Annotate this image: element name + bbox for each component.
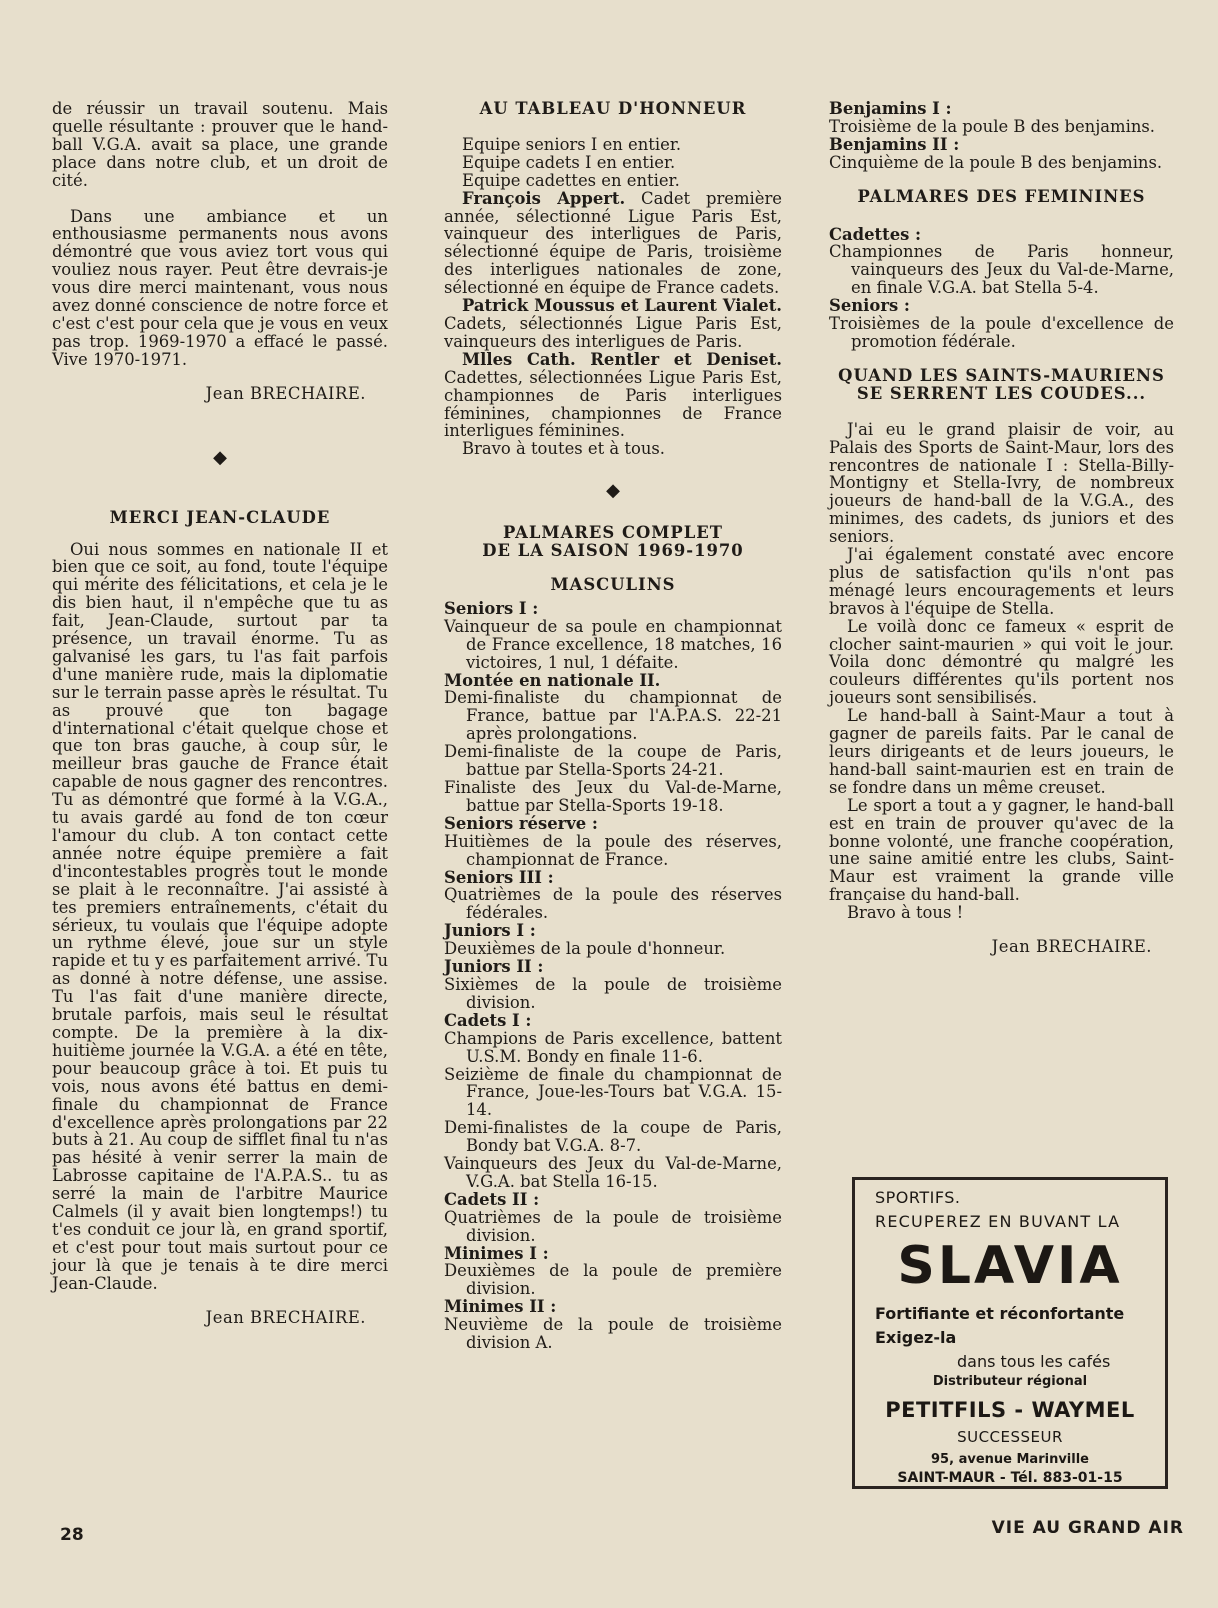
article-title-merci: MERCI JEAN-CLAUDE bbox=[109, 507, 331, 527]
magazine-name: VIE AU GRAND AIR bbox=[991, 1518, 1184, 1538]
signature: Jean BRECHAIRE. bbox=[205, 1307, 366, 1327]
ad-distributor-label: Distributeur régional bbox=[932, 1374, 1088, 1389]
column-right bbox=[829, 100, 1174, 956]
ad-tagline: Fortifiante et réconfortante bbox=[875, 1304, 1125, 1323]
signature: Jean BRECHAIRE. bbox=[205, 383, 366, 403]
section-title-feminines: PALMARES DES FEMININES bbox=[857, 186, 1146, 206]
team-result: Demi-finaliste du championnat de France, battue par l'A.P.A.S. 22-21 après prolongations. bbox=[444, 688, 782, 744]
player-detail: Cadettes, sélectionnées Ligue Paris Est, championnes de Paris interligues féminines, championnes de France interligues féminines. bbox=[444, 367, 782, 441]
article-title-quand: QUAND LES SAINTS-MAURIENS bbox=[838, 365, 1165, 385]
article-paragraph: Le hand-ball à Saint-Maur a tout à gagner de pareils faits. Par le canal de leurs dirigeants et de leurs joueurs, le hand-ball saint-maurien est en train de se fondre dans un même creuset. bbox=[829, 706, 1174, 797]
team-result: Vainqueur de sa poule en championnat de France excellence, 18 matches, 16 victoires, 1 nul, 1 défaite. bbox=[444, 616, 782, 672]
team-result: Championnes de Paris honneur, vainqueurs des Jeux du Val-de-Marne, en finale V.G.A. bat Stella 5-4. bbox=[829, 242, 1174, 298]
article-paragraph: J'ai également constaté avec encore plus de satisfaction qu'ils n'ont pas ménagé leurs encouragements et leurs bravos à l'équipe de Stella. bbox=[829, 545, 1174, 618]
player-detail: Cadet première année, sélectionné Ligue Paris Est, vainqueur des interligues de Paris, sélectionné équipe de Paris, troisième des interligues nationales de zone, sélectionné en équipe de France cadets. bbox=[444, 188, 783, 298]
team-result: Deuxièmes de la poule d'honneur. bbox=[444, 939, 726, 959]
player-name: Patrick Moussus et Laurent Vialet. bbox=[462, 296, 782, 316]
team-label: Cadets II : bbox=[444, 1189, 540, 1209]
team-result: Sixièmes de la poule de troisième division. bbox=[444, 974, 782, 1012]
team-label: Seniors I : bbox=[444, 598, 539, 618]
article-subtitle-quand: SE SERRENT LES COUDES... bbox=[856, 383, 1147, 403]
honneur-appert bbox=[444, 190, 782, 297]
team-label: Seniors : bbox=[829, 296, 910, 316]
team-result: Seizième de finale du championnat de France, Joue-les-Tours bat V.G.A. 15-14. bbox=[444, 1064, 782, 1120]
section-title-palmares: PALMARES COMPLET bbox=[503, 523, 723, 543]
honneur-line: Equipe cadettes en entier. bbox=[462, 170, 680, 190]
article-body-merci: Oui nous sommes en nationale II et bien que ce soit, au fond, toute l'équipe qui mérite des félicitations, et cela je le dis bien haut, il n'empêche que tu as fait, Jean-Claude, surtout par ta présence, un travail énorme. Tu as galvanisé les gars, tu l'as fait parfois d'une manière rude, mais la diplomatie sur le terrain passe après le résultat. Tu as prouvé que ton bagage d'international c'était quelque chose et que ton bras gauche, à coup sûr, le meilleur bras gauche de France était capable de nous gagner des rencontres. Tu as démontré que formé à la V.G.A., tu avais gardé au fond de ton cœur l'amour du club. A ton contact cette année notre équipe première a fait d'incontestables progrès tout le monde se plait à le reconnaître. J'ai assisté à tes premiers entraînements, c'était du sérieux, tu voulais que l'équipe adopte un rythme élevé, joue sur un style rapide et tu y es parfaitement arrivé. Tu as donné à notre défense, une assise. Tu l'as fait d'une manière directe, brutale parfois, mais seul le résultat compte. De la première à la dix-huitième journée la V.G.A. a été en tête, pour beaucoup grâce à toi. Et puis tu vois, nous avons été battus en demi-finale du championnat de France d'excellence après prolongations par 22 buts à 21. Au coup de sifflet final tu n'as pas hésité à venir serrer la main de Labrosse capitaine de l'A.P.A.S.. tu as serré la main de l'arbitre Maurice Calmels (il y avait bien longtemps!) tu t'es conduit ce jour là, en grand sportif, et c'est pour tout mais surtout pour ce jour là que je tenais à te dire merci Jean-Claude. bbox=[52, 539, 388, 1293]
section-subtitle-palmares: DE LA SAISON 1969-1970 bbox=[482, 541, 744, 561]
team-result: Troisièmes de la poule d'excellence de promotion fédérale. bbox=[829, 314, 1174, 351]
team-label: Benjamins I : bbox=[829, 99, 952, 118]
team-result: Cinquième de la poule B des benjamins. bbox=[829, 152, 1163, 172]
team-result: Quatrièmes de la poule des réserves fédérales. bbox=[444, 885, 782, 923]
article-paragraph: Bravo à tous ! bbox=[847, 903, 964, 923]
ad-tagline: dans tous les cafés bbox=[957, 1352, 1111, 1371]
team-result: Demi-finaliste de la coupe de Paris, battue par Stella-Sports 24-21. bbox=[444, 742, 782, 780]
bravo-line: Bravo à toutes et à tous. bbox=[462, 439, 666, 459]
team-label: Minimes II : bbox=[444, 1297, 557, 1317]
team-label: Juniors II : bbox=[444, 957, 544, 977]
column-middle bbox=[444, 100, 782, 1352]
column-left bbox=[52, 100, 388, 1326]
intro-paragraph-2: Dans une ambiance et un enthousiasme permanents nous avons démontré que vous aviez tort vous qui vouliez nous rayer. Peut être devrais-je vous dire merci maintenant, vous nous avez donné conscience de notre force et c'est c'est pour cela que je vous en veux pas trop. 1969-1970 a effacé le passé. Vive 1970-1971. bbox=[52, 206, 388, 369]
honneur-moussus bbox=[444, 297, 782, 351]
team-label: Minimes I : bbox=[444, 1243, 549, 1263]
team-label: Seniors III : bbox=[444, 867, 554, 887]
team-result: Huitièmes de la poule des réserves, championnat de France. bbox=[444, 831, 782, 869]
player-detail: Cadets, sélectionnés Ligue Paris Est, vainqueurs des interligues de Paris. bbox=[444, 313, 782, 351]
ad-headline: RECUPEREZ EN BUVANT LA bbox=[875, 1212, 1121, 1231]
ad-brand: SLAVIA bbox=[897, 1236, 1123, 1296]
team-result: Vainqueurs des Jeux du Val-de-Marne, V.G.A. bat Stella 16-15. bbox=[444, 1154, 782, 1191]
team-label: Cadettes : bbox=[829, 224, 922, 244]
team-label: Seniors réserve : bbox=[444, 813, 598, 833]
separator-diamond: ◆ bbox=[213, 446, 227, 468]
team-result: Deuxièmes de la poule de première division. bbox=[444, 1261, 782, 1299]
team-result: Champions de Paris excellence, battent U.S.M. Bondy en finale 11-6. bbox=[444, 1028, 782, 1066]
ad-headline: SPORTIFS. bbox=[875, 1188, 961, 1207]
player-name: François Appert. bbox=[462, 188, 626, 208]
article-paragraph: Le sport a tout a y gagner, le hand-ball est en train de prouver qu'avec de la bonne volonté, une franche coopération, une saine amitié entre les clubs, Saint-Maur est vraiment la grande ville française du hand-ball. bbox=[829, 795, 1174, 905]
team-result: Neuvième de la poule de troisième division A. bbox=[444, 1315, 782, 1353]
team-result: Demi-finalistes de la coupe de Paris, Bondy bat V.G.A. 8-7. bbox=[444, 1118, 782, 1156]
ad-city-phone: SAINT-MAUR - Tél. 883-01-15 bbox=[897, 1470, 1123, 1486]
page-number: 28 bbox=[60, 1525, 84, 1545]
intro-paragraph: de réussir un travail soutenu. Mais quelle résultante : prouver que le hand-ball V.G.A. avait sa place, une grande place dans notre club, et un droit de cité. bbox=[52, 99, 388, 190]
team-result: Troisième de la poule B des benjamins. bbox=[829, 116, 1156, 136]
ad-tagline: Exigez-la bbox=[875, 1328, 957, 1347]
article-paragraph: J'ai eu le grand plaisir de voir, au Palais des Sports de Saint-Maur, lors des rencontres de nationale I : Stella-Billy-Montigny et Stella-Ivry, de nombreux joueurs de hand-ball de la V.G.A., des minimes, des cadets, ds juniors et des seniors. bbox=[829, 419, 1174, 547]
honneur-line: Equipe cadets I en entier. bbox=[462, 152, 676, 172]
slavia-advertisement bbox=[852, 1177, 1168, 1489]
player-name: Mlles Cath. Rentler et Deniset. bbox=[462, 349, 782, 369]
team-label: Cadets I : bbox=[444, 1010, 532, 1030]
separator-diamond: ◆ bbox=[606, 480, 620, 502]
section-title-honneur: AU TABLEAU D'HONNEUR bbox=[479, 99, 747, 118]
honneur-rentler bbox=[444, 351, 782, 441]
team-label: Benjamins II : bbox=[829, 134, 960, 154]
team-result: Quatrièmes de la poule de troisième division. bbox=[444, 1207, 782, 1245]
ad-company: PETITFILS - WAYMEL bbox=[885, 1398, 1135, 1422]
signature: Jean BRECHAIRE. bbox=[991, 937, 1152, 957]
team-label: Juniors I : bbox=[444, 921, 536, 941]
honneur-line: Equipe seniors I en entier. bbox=[462, 134, 682, 154]
article-paragraph: Le voilà donc ce fameux « esprit de clocher saint-maurien » qui voit le jour. Voila donc démontré qu malgré les couleurs différentes qu'ils portent nos joueurs sont sensibilisés. bbox=[829, 616, 1174, 708]
ad-address: 95, avenue Marinville bbox=[931, 1452, 1089, 1467]
team-label: Montée en nationale II. bbox=[444, 670, 661, 690]
ad-successeur: SUCCESSEUR bbox=[957, 1428, 1063, 1446]
team-result: Finaliste des Jeux du Val-de-Marne, battue par Stella-Sports 19-18. bbox=[444, 778, 782, 815]
category-masculins: MASCULINS bbox=[550, 575, 676, 595]
